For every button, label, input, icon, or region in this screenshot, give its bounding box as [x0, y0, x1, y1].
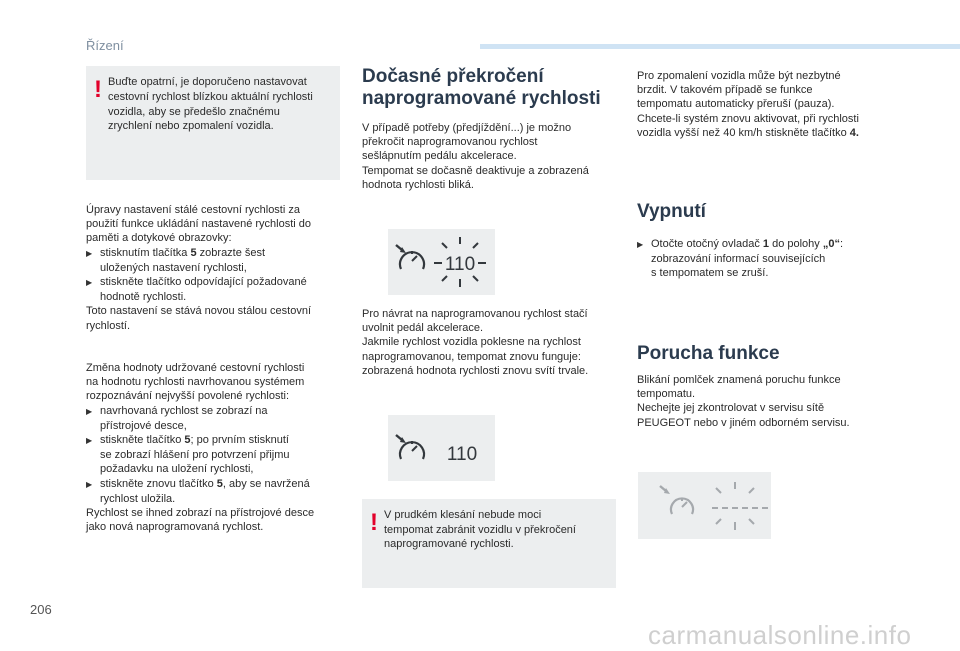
svg-text:110: 110 — [446, 444, 478, 465]
warning-exclamation-icon: ! — [94, 76, 102, 103]
text-line: brzdit. V takovém případě se funkce — [637, 84, 813, 97]
off-heading: Vypnutí — [637, 201, 706, 222]
cruise-control-gauge-icon — [388, 229, 495, 295]
text-line: Úpravy nastavení stálé cestovní rychlosti za — [86, 204, 300, 216]
text-line: přístrojové desce, — [100, 419, 187, 432]
text-line: hodnotě rychlosti. — [100, 291, 187, 304]
text-line: na hodnotu rychlosti navrhovanou systémem — [86, 376, 305, 389]
text-line: s tempomatem se zruší. — [651, 267, 769, 280]
text-line: uložených nastavení rychlosti, — [100, 261, 247, 274]
overspeed-paragraph: V případě potřeby (předjíždění...) je možno překročit naprogramovanou rychlost sešlápnutím pedálu akcelerace. Tempomat se dočasně deaktivuje a zobrazená hodnota rychlosti bliká. — [362, 122, 589, 191]
text-line: paměti a dotykové obrazovky: — [86, 232, 232, 245]
notice-line: Buďte opatrní, je doporučeno nastavovat — [108, 76, 307, 88]
overspeed-heading: Dočasné překročení naprogramované rychlosti — [362, 66, 601, 109]
warning-notice-top — [86, 66, 340, 180]
fault-heading: Porucha funkce — [637, 343, 780, 364]
bullet-item: ▶ stiskněte znovu tlačítko 5, aby se navržená — [86, 477, 346, 492]
section-title: Řízení — [86, 38, 124, 53]
fault-paragraph: Blikání pomlček znamená poruchu funkce tempomatu. Nechejte jej zkontrolovat v servisu sítě PEUGEOT nebo v jiném odborném servisu. — [637, 374, 850, 429]
cruise-control-gauge-icon — [388, 415, 495, 481]
cruise-control-gauge-faded-icon — [638, 472, 771, 539]
text-line: Chcete-li systém znovu aktivovat, při rychlosti — [637, 112, 859, 125]
text-line: rychlost uložila. — [100, 492, 176, 505]
return-speed-paragraph: Pro návrat na naprogramovanou rychlost stačí uvolnit pedál akcelerace. Jakmile rychlost vozidla poklesne na rychlost naprogramovanou, tempomat znovu funguje: zobrazená hodnota rychlosti znovu svítí trvale. — [362, 308, 589, 377]
header-accent-bar — [480, 44, 960, 49]
text-line: Změna hodnoty udržované cestovní rychlosti — [86, 362, 305, 374]
text-line: požadavku na uložení rychlosti, — [100, 463, 254, 476]
bullet-item: ▶ stisknutím tlačítka 5 zobrazte šest — [86, 246, 346, 261]
warning-exclamation-icon: ! — [370, 509, 378, 536]
off-instructions — [637, 237, 899, 281]
bullet-item: ▶ navrhovaná rychlost se zobrazí na — [86, 404, 346, 419]
text-line: jako nová naprogramovaná rychlost. — [86, 521, 264, 534]
text-line: Pro zpomalení vozidla může být nezbytné — [637, 70, 841, 82]
text-line: Toto nastavení se stává novou stálou cestovní — [86, 305, 312, 318]
watermark: carmanualsonline.info — [648, 620, 912, 650]
memory-speed-paragraph — [86, 203, 346, 333]
svg-text:110: 110 — [444, 254, 476, 275]
text-line: tempomatu automaticky přeruší (pauza). — [637, 98, 835, 111]
text-line: se zobrazí hlášení pro potvrzení přijmu — [100, 449, 290, 462]
page-number: 206 — [30, 602, 52, 617]
bullet-item: ▶ stiskněte tlačítko 5; po prvním stisknutí — [86, 433, 346, 448]
warning-notice-downhill: ! V prudkém klesání nebude moci tempomat zabránit vozidlu v překročení naprogramované rychlosti. — [362, 499, 616, 588]
text-line: rychlostí. — [86, 319, 131, 332]
steady-speed-figure — [388, 415, 495, 481]
fault-figure — [638, 472, 771, 539]
bullet-item: ▶ stiskněte tlačítko odpovídající požadované — [86, 275, 346, 290]
suggested-speed-paragraph — [86, 361, 346, 534]
text-line: vozidla vyšší než 40 km/h stiskněte tlačítko 4. — [637, 126, 859, 139]
text-line: Rychlost se ihned zobrazí na přístrojové desce — [86, 507, 315, 520]
blinking-speed-figure — [388, 229, 495, 295]
braking-paragraph — [637, 69, 899, 140]
notice-line: cestovní rychlost blízkou aktuální rychlosti — [108, 90, 313, 103]
bullet-item: ▶ Otočte otočný ovladač 1 do polohy „0“: — [637, 237, 899, 252]
notice-line: zrychlení nebo zpomalení vozidla. — [108, 120, 274, 133]
text-line: použití funkce ukládání nastavené rychlosti do — [86, 218, 312, 231]
text-line: zobrazování informací souvisejících — [651, 253, 826, 266]
text-line: rozpoznávání nejvyšší povolené rychlosti: — [86, 390, 289, 403]
notice-line: vozidla, aby se předešlo značnému — [108, 105, 280, 118]
